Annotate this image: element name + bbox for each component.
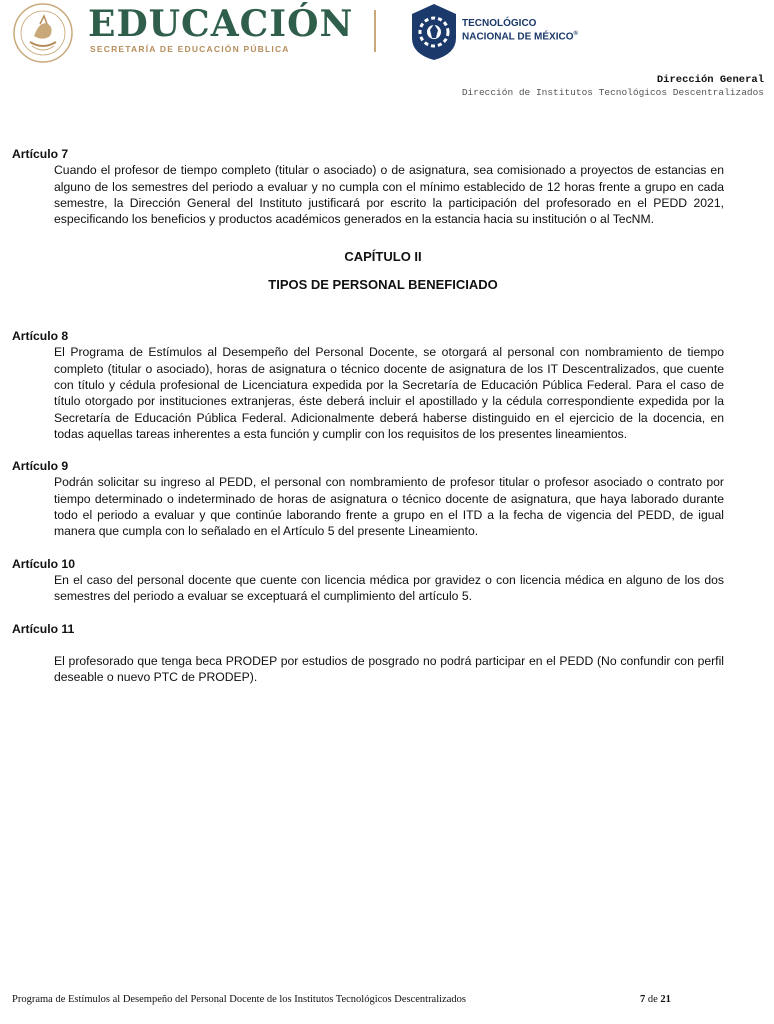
mexico-seal-logo bbox=[10, 2, 76, 64]
article-7-text: Cuando el profesor de tiempo completo (titular o asociado) o de asignatura, sea comisionado a proyectos de estancias en alguno de los semestres del periodo a evaluar y no cumpla con el mínimo establecido de 12 horas frente a grupo en cada semestre, la Dirección General del Instituto justificará por escrito la participación del profesorado en el PEDD 2021, especificando los beneficios y productos académicos generados en la estancia hacia su institución o al TecNM. bbox=[54, 163, 724, 227]
sep-subtitle: SECRETARÍA DE EDUCACIÓN PÚBLICA bbox=[90, 44, 290, 54]
article-11-text: El profesorado que tenga beca PRODEP por estudios de posgrado no podrá participar en el PEDD (No confundir con perfil deseable o nuevo PTC de PRODEP). bbox=[54, 653, 724, 685]
page-header bbox=[0, 0, 774, 70]
tecnm-wordmark bbox=[462, 18, 578, 42]
footer-program-title: Programa de Estímulos al Desempeño del Personal Docente de los Institutos Tecnológicos Descentralizados bbox=[12, 994, 466, 1005]
chapter-heading: CAPÍTULO II bbox=[344, 249, 422, 265]
tecnm-logo bbox=[408, 2, 460, 62]
education-wordmark: EDUCACIÓN bbox=[88, 3, 354, 45]
article-8-heading: Artículo 8 bbox=[12, 329, 69, 344]
article-9-heading: Artículo 9 bbox=[12, 459, 69, 474]
department-sub: Dirección de Institutos Tecnológicos Descentralizados bbox=[461, 87, 764, 98]
article-10-heading: Artículo 10 bbox=[12, 556, 75, 571]
chapter-title: TIPOS DE PERSONAL BENEFICIADO bbox=[268, 276, 498, 292]
article-11-heading: Artículo 11 bbox=[12, 621, 75, 636]
article-7-heading: Artículo 7 bbox=[12, 147, 69, 161]
article-8-text: El Programa de Estímulos al Desempeño del Personal Docente, se otorgará al personal con nombramiento de tiempo completo (titular o asociado), horas de asignatura o técnico docente de asignatura de los IT Descentralizados, que cuente con título y cédula profesional de Licenciatura expedida por la Secretaría de Educación Pública Federal. Para el caso de título otorgado por instituciones extranjeras, éste deberá incluir el apostillado y la cédula correspondiente expedida por la Secretaría de Educación Pública Federal. Adicionalmente deberá haberse distinguido en el ejercicio de la docencia, en todas aquellas tareas inherentes a esta función y cumplir con los requisitos de los presentes lineamientos. bbox=[54, 345, 724, 441]
document-body bbox=[12, 146, 724, 685]
article-9-text: Podrán solicitar su ingreso al PEDD, el personal con nombramiento de profesor titular o profesor asociado o contrato por tiempo determinado o indeterminado de horas de asignatura o técnico docente de asignatura, que haya laborado durante todo el periodo a evaluar y que continúe laborando frente a grupo en el ITD a la fecha de vigencia del PEDD, de igual manera que cumpla con lo señalado en el Artículo 5 del presente Lineamiento. bbox=[54, 475, 724, 539]
page-footer bbox=[12, 994, 712, 1005]
page-number: 7 de 21 bbox=[640, 994, 671, 1005]
tecnm-line-2: NACIONAL DE MÉXICO® bbox=[462, 31, 578, 43]
department-main: Dirección General bbox=[656, 74, 764, 86]
article-10-text: En el caso del personal docente que cuente con licencia médica por gravidez o con licencia médica en alguno de los dos semestres del periodo a evaluar se exceptuará el cumplimiento del artículo 5. bbox=[54, 572, 724, 604]
tecnm-line-1: TECNOLÓGICO bbox=[462, 18, 537, 29]
header-divider bbox=[374, 10, 376, 52]
